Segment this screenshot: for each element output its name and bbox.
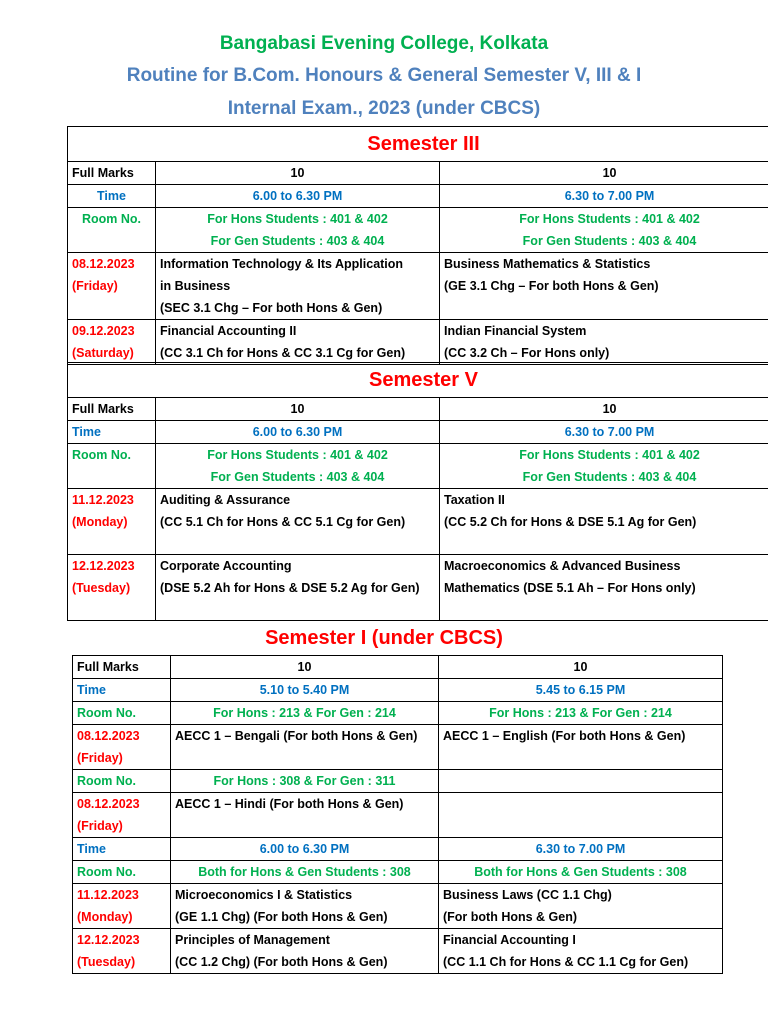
table-row (73, 770, 723, 793)
date-text: 08.12.2023 (77, 729, 140, 743)
marks-slot-1: 10 (156, 162, 440, 185)
time-slot-1: 6.00 to 6.30 PM (156, 185, 440, 208)
time-slot-1: 6.00 to 6.30 PM (156, 421, 440, 444)
semester-iii-title-row (68, 127, 768, 162)
room-label: Room No. (73, 861, 171, 884)
subject-line: Business Laws (CC 1.1 Chg) (443, 888, 612, 902)
subject-line: Microeconomics I & Statistics (175, 888, 353, 902)
subject-line: (CC 1.1 Ch for Hons & CC 1.1 Cg for Gen) (443, 955, 689, 969)
subject-line: (For both Hons & Gen) (443, 910, 578, 924)
room-gen: For Gen Students : 403 & 404 (522, 470, 697, 484)
room-slot-1: For Hons : 308 & For Gen : 311 (171, 770, 439, 793)
room-hons: For Hons Students : 401 & 402 (519, 448, 700, 462)
subject-line: Mathematics (DSE 5.1 Ah – For Hons only) (444, 581, 696, 595)
subject-slot-2 (439, 884, 723, 929)
subject-line: Principles of Management (175, 933, 330, 947)
subject-slot-2 (440, 555, 768, 621)
table-row (68, 253, 768, 320)
date-text: 11.12.2023 (72, 493, 134, 507)
empty-cell (439, 770, 723, 793)
date-text: 08.12.2023 (72, 257, 135, 271)
subject-line: (CC 3.2 Ch – For Hons only) (444, 346, 610, 360)
table-row (68, 320, 768, 365)
table-row (68, 185, 768, 208)
room-slot-2 (440, 208, 768, 253)
room-label: Room No. (68, 444, 156, 489)
exam-date (68, 489, 156, 555)
subject-line: (CC 5.1 Ch for Hons & CC 5.1 Cg for Gen) (160, 515, 406, 529)
room-slot-1: Both for Hons & Gen Students : 308 (171, 861, 439, 884)
subject-line: (GE 3.1 Chg – For both Hons & Gen) (444, 279, 659, 293)
full-marks-label: Full Marks (68, 398, 156, 421)
room-label: Room No. (73, 702, 171, 725)
table-row (73, 838, 723, 861)
time-label: Time (73, 838, 171, 861)
table-row (73, 656, 723, 679)
room-slot-1: For Hons : 213 & For Gen : 214 (171, 702, 439, 725)
room-hons: For Hons Students : 401 & 402 (519, 212, 700, 226)
exam-date (68, 253, 156, 320)
exam-date (73, 725, 171, 770)
semester-iii-table (67, 126, 768, 365)
table-row (68, 208, 768, 253)
time-slot-1: 6.00 to 6.30 PM (171, 838, 439, 861)
subject-slot-1 (156, 489, 440, 555)
room-slot-2: For Hons : 213 & For Gen : 214 (439, 702, 723, 725)
semester-i-title: Semester I (under CBCS) (265, 627, 503, 649)
table-row (73, 725, 723, 770)
table-row (68, 398, 768, 421)
date-text: 11.12.2023 (77, 888, 139, 902)
table-row (68, 162, 768, 185)
room-slot-1 (156, 208, 440, 253)
full-marks-label: Full Marks (68, 162, 156, 185)
time-slot-2: 6.30 to 7.00 PM (439, 838, 723, 861)
subject-slot-1 (171, 884, 439, 929)
exam-title: Internal Exam., 2023 (under CBCS) (227, 98, 541, 119)
subject-line: Corporate Accounting (160, 559, 292, 573)
subject-line: (CC 3.1 Ch for Hons & CC 3.1 Cg for Gen) (160, 346, 406, 360)
day-text: (Friday) (77, 819, 123, 833)
day-text: (Friday) (77, 751, 123, 765)
time-slot-2: 6.30 to 7.00 PM (440, 185, 768, 208)
day-text: (Saturday) (72, 346, 134, 360)
subject-line: in Business (160, 279, 231, 293)
subject-line: Macroeconomics & Advanced Business (444, 559, 681, 573)
subject-line: Financial Accounting II (160, 324, 297, 338)
subject-slot-2: AECC 1 – English (For both Hons & Gen) (439, 725, 723, 770)
date-text: 12.12.2023 (72, 559, 135, 573)
subject-slot-1 (156, 320, 440, 365)
time-slot-1: 5.10 to 5.40 PM (171, 679, 439, 702)
room-gen: For Gen Students : 403 & 404 (210, 234, 385, 248)
time-slot-2: 6.30 to 7.00 PM (440, 421, 768, 444)
table-row (73, 679, 723, 702)
exam-date (73, 929, 171, 974)
exam-date (68, 555, 156, 621)
room-gen: For Gen Students : 403 & 404 (522, 234, 697, 248)
room-label: Room No. (68, 208, 156, 253)
subject-line: Financial Accounting I (443, 933, 576, 947)
day-text: (Friday) (72, 279, 118, 293)
semester-i-table (72, 655, 723, 974)
table-row (73, 861, 723, 884)
subject-line: Auditing & Assurance (160, 493, 291, 507)
day-text: (Monday) (72, 515, 128, 529)
table-row (68, 555, 768, 621)
exam-date (68, 320, 156, 365)
marks-slot-1: 10 (156, 398, 440, 421)
room-hons: For Hons Students : 401 & 402 (207, 448, 388, 462)
subject-slot-1 (156, 555, 440, 621)
subject-slot-1 (156, 253, 440, 320)
table-row (73, 793, 723, 838)
room-gen: For Gen Students : 403 & 404 (210, 470, 385, 484)
room-label: Room No. (73, 770, 171, 793)
time-label: Time (68, 421, 156, 444)
subject-slot-1 (171, 929, 439, 974)
subject-line: Business Mathematics & Statistics (444, 257, 651, 271)
subject-line: Information Technology & Its Application (160, 257, 404, 271)
semester-v-title: Semester V (68, 363, 768, 398)
table-row (68, 421, 768, 444)
semester-iii-title: Semester III (68, 127, 768, 162)
date-text: 12.12.2023 (77, 933, 140, 947)
time-label: Time (68, 185, 156, 208)
empty-cell (439, 793, 723, 838)
marks-slot-2: 10 (440, 162, 768, 185)
marks-slot-2: 10 (439, 656, 723, 679)
subject-slot-1: AECC 1 – Bengali (For both Hons & Gen) (171, 725, 439, 770)
table-row (73, 884, 723, 929)
marks-slot-1: 10 (171, 656, 439, 679)
subject-line: (GE 1.1 Chg) (For both Hons & Gen) (175, 910, 388, 924)
day-text: (Tuesday) (77, 955, 136, 969)
room-slot-2: Both for Hons & Gen Students : 308 (439, 861, 723, 884)
exam-date (73, 793, 171, 838)
room-slot-1 (156, 444, 440, 489)
date-text: 09.12.2023 (72, 324, 135, 338)
table-row (73, 929, 723, 974)
room-hons: For Hons Students : 401 & 402 (207, 212, 388, 226)
routine-title: Routine for B.Com. Honours & General Semester V, III & I (126, 65, 642, 86)
day-text: (Monday) (77, 910, 133, 924)
semester-v-title-row (68, 363, 768, 398)
subject-slot-2 (440, 489, 768, 555)
exam-date (73, 884, 171, 929)
subject-slot-2 (440, 253, 768, 320)
full-marks-label: Full Marks (73, 656, 171, 679)
subject-line: (SEC 3.1 Chg – For both Hons & Gen) (160, 301, 383, 315)
date-text: 08.12.2023 (77, 797, 140, 811)
subject-line: Taxation II (444, 493, 505, 507)
subject-line: (CC 5.2 Ch for Hons & DSE 5.1 Ag for Gen) (444, 515, 697, 529)
time-slot-2: 5.45 to 6.15 PM (439, 679, 723, 702)
subject-slot-1: AECC 1 – Hindi (For both Hons & Gen) (171, 793, 439, 838)
subject-slot-2 (439, 929, 723, 974)
subject-line: Indian Financial System (444, 324, 587, 338)
subject-slot-2 (440, 320, 768, 365)
table-row (68, 444, 768, 489)
room-slot-2 (440, 444, 768, 489)
marks-slot-2: 10 (440, 398, 768, 421)
subject-line: (CC 1.2 Chg) (For both Hons & Gen) (175, 955, 388, 969)
college-name: Bangabasi Evening College, Kolkata (219, 33, 549, 54)
semester-v-table (67, 362, 768, 621)
table-row (73, 702, 723, 725)
subject-line: (DSE 5.2 Ah for Hons & DSE 5.2 Ag for Gen) (160, 581, 420, 595)
time-label: Time (73, 679, 171, 702)
day-text: (Tuesday) (72, 581, 131, 595)
table-row (68, 489, 768, 555)
